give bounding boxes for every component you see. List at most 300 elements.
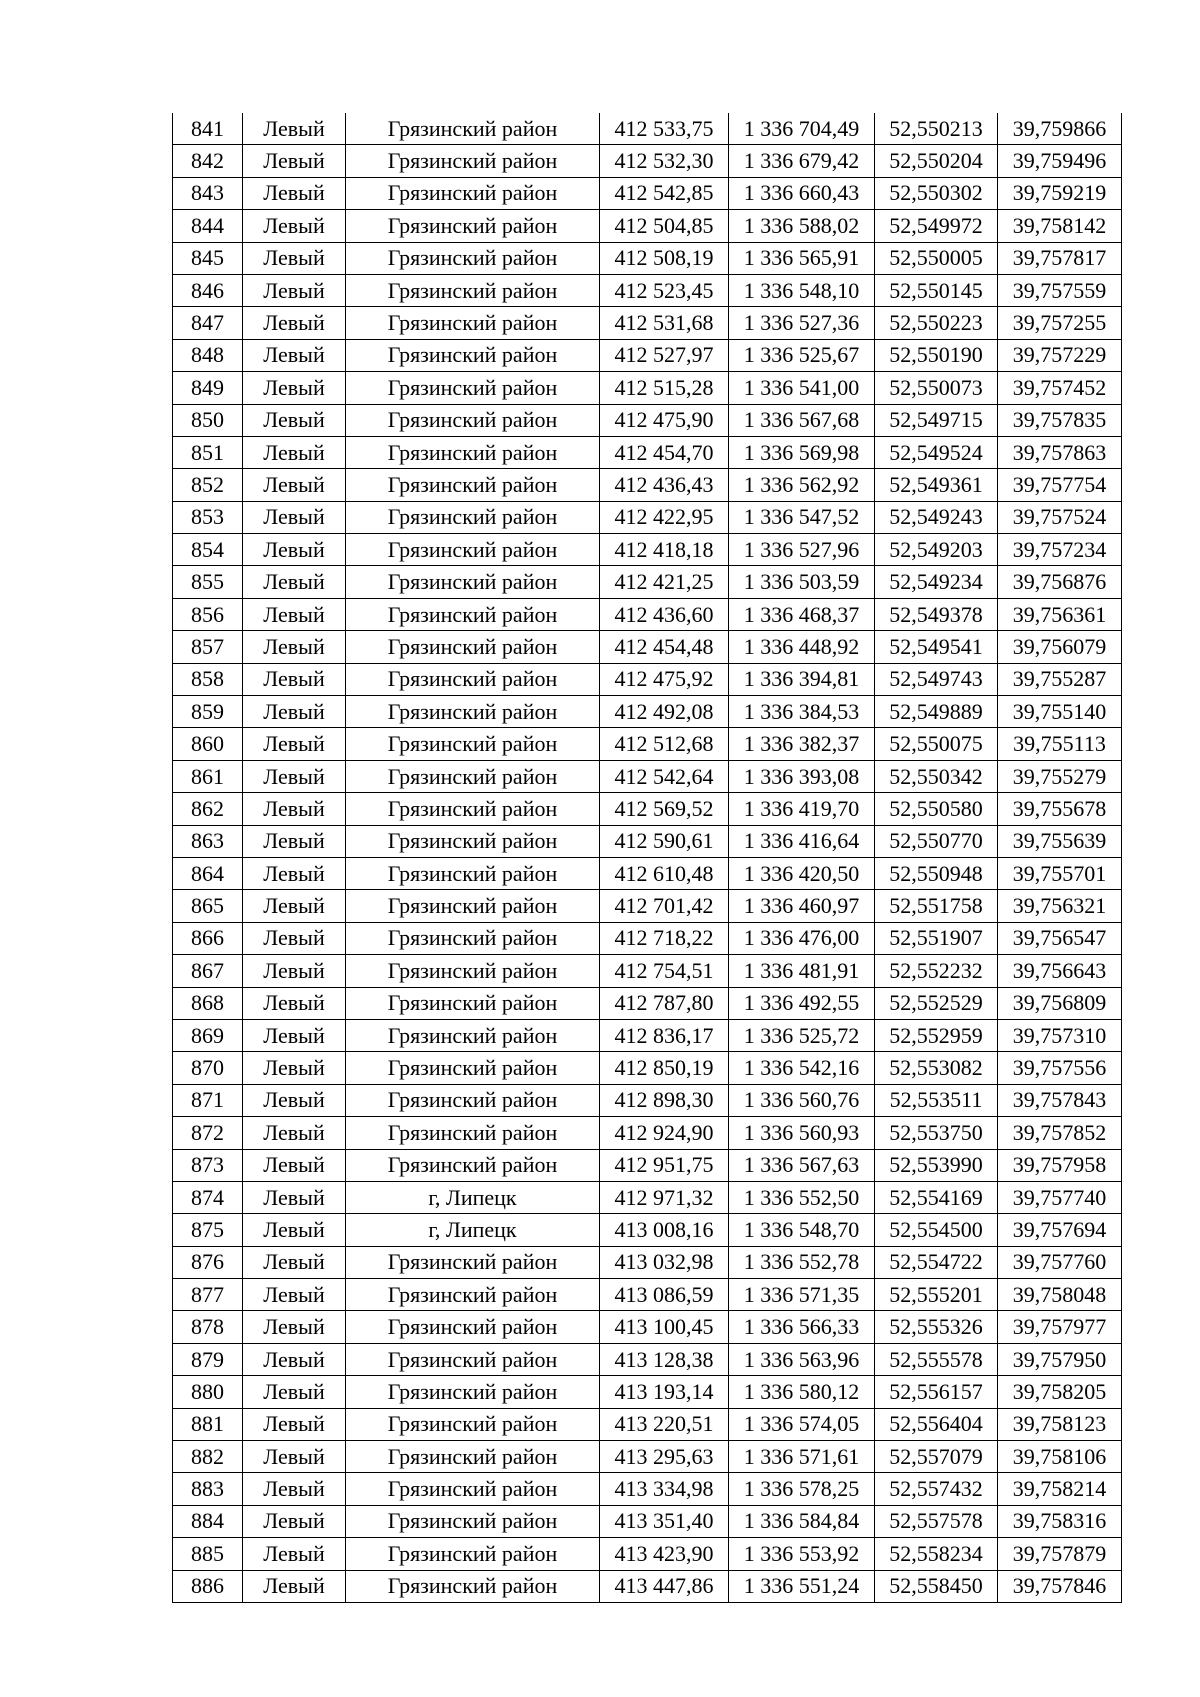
district-cell: Грязинский район bbox=[346, 890, 600, 922]
x-coordinate-cell: 412 418,18 bbox=[600, 534, 729, 566]
longitude-cell: 39,757846 bbox=[998, 1570, 1122, 1602]
bank-side-cell: Левый bbox=[243, 501, 346, 533]
bank-side-cell: Левый bbox=[243, 922, 346, 954]
longitude-cell: 39,756079 bbox=[998, 631, 1122, 663]
bank-side-cell: Левый bbox=[243, 598, 346, 630]
bank-side-cell: Левый bbox=[243, 987, 346, 1019]
bank-side-cell: Левый bbox=[243, 1279, 346, 1311]
district-cell: Грязинский район bbox=[346, 307, 600, 339]
longitude-cell: 39,759866 bbox=[998, 113, 1122, 145]
table-row bbox=[173, 469, 1122, 501]
y-coordinate-cell: 1 336 584,84 bbox=[729, 1505, 875, 1537]
table-row bbox=[173, 274, 1122, 306]
latitude-cell: 52,556404 bbox=[875, 1408, 998, 1440]
latitude-cell: 52,551907 bbox=[875, 922, 998, 954]
district-cell: Грязинский район bbox=[346, 1376, 600, 1408]
y-coordinate-cell: 1 336 580,12 bbox=[729, 1376, 875, 1408]
bank-side-cell: Левый bbox=[243, 404, 346, 436]
longitude-cell: 39,756876 bbox=[998, 566, 1122, 598]
x-coordinate-cell: 412 531,68 bbox=[600, 307, 729, 339]
latitude-cell: 52,550770 bbox=[875, 825, 998, 857]
x-coordinate-cell: 413 008,16 bbox=[600, 1214, 729, 1246]
point-number-cell: 871 bbox=[173, 1084, 243, 1116]
latitude-cell: 52,550073 bbox=[875, 372, 998, 404]
x-coordinate-cell: 413 351,40 bbox=[600, 1505, 729, 1537]
y-coordinate-cell: 1 336 481,91 bbox=[729, 955, 875, 987]
y-coordinate-cell: 1 336 382,37 bbox=[729, 728, 875, 760]
longitude-cell: 39,756809 bbox=[998, 987, 1122, 1019]
latitude-cell: 52,549524 bbox=[875, 436, 998, 468]
longitude-cell: 39,756643 bbox=[998, 955, 1122, 987]
table-row bbox=[173, 890, 1122, 922]
point-number-cell: 869 bbox=[173, 1019, 243, 1051]
point-number-cell: 877 bbox=[173, 1279, 243, 1311]
latitude-cell: 52,549715 bbox=[875, 404, 998, 436]
latitude-cell: 52,550190 bbox=[875, 339, 998, 371]
bank-side-cell: Левый bbox=[243, 1538, 346, 1570]
point-number-cell: 854 bbox=[173, 534, 243, 566]
table-row bbox=[173, 1279, 1122, 1311]
x-coordinate-cell: 412 754,51 bbox=[600, 955, 729, 987]
y-coordinate-cell: 1 336 563,96 bbox=[729, 1343, 875, 1375]
point-number-cell: 850 bbox=[173, 404, 243, 436]
point-number-cell: 881 bbox=[173, 1408, 243, 1440]
latitude-cell: 52,549541 bbox=[875, 631, 998, 663]
latitude-cell: 52,550302 bbox=[875, 177, 998, 209]
longitude-cell: 39,757852 bbox=[998, 1117, 1122, 1149]
longitude-cell: 39,757452 bbox=[998, 372, 1122, 404]
x-coordinate-cell: 412 523,45 bbox=[600, 274, 729, 306]
latitude-cell: 52,549203 bbox=[875, 534, 998, 566]
bank-side-cell: Левый bbox=[243, 1473, 346, 1505]
point-number-cell: 884 bbox=[173, 1505, 243, 1537]
bank-side-cell: Левый bbox=[243, 1246, 346, 1278]
bank-side-cell: Левый bbox=[243, 760, 346, 792]
table-row bbox=[173, 1376, 1122, 1408]
latitude-cell: 52,550075 bbox=[875, 728, 998, 760]
table-row bbox=[173, 825, 1122, 857]
x-coordinate-cell: 412 924,90 bbox=[600, 1117, 729, 1149]
y-coordinate-cell: 1 336 560,76 bbox=[729, 1084, 875, 1116]
table-row bbox=[173, 566, 1122, 598]
x-coordinate-cell: 413 334,98 bbox=[600, 1473, 729, 1505]
point-number-cell: 842 bbox=[173, 145, 243, 177]
point-number-cell: 870 bbox=[173, 1052, 243, 1084]
y-coordinate-cell: 1 336 551,24 bbox=[729, 1570, 875, 1602]
y-coordinate-cell: 1 336 420,50 bbox=[729, 857, 875, 889]
table-row bbox=[173, 145, 1122, 177]
y-coordinate-cell: 1 336 542,16 bbox=[729, 1052, 875, 1084]
longitude-cell: 39,757740 bbox=[998, 1181, 1122, 1213]
x-coordinate-cell: 412 610,48 bbox=[600, 857, 729, 889]
x-coordinate-cell: 412 532,30 bbox=[600, 145, 729, 177]
longitude-cell: 39,755287 bbox=[998, 663, 1122, 695]
x-coordinate-cell: 412 512,68 bbox=[600, 728, 729, 760]
point-number-cell: 879 bbox=[173, 1343, 243, 1375]
point-number-cell: 868 bbox=[173, 987, 243, 1019]
point-number-cell: 844 bbox=[173, 210, 243, 242]
longitude-cell: 39,757835 bbox=[998, 404, 1122, 436]
point-number-cell: 848 bbox=[173, 339, 243, 371]
bank-side-cell: Левый bbox=[243, 631, 346, 663]
y-coordinate-cell: 1 336 527,36 bbox=[729, 307, 875, 339]
longitude-cell: 39,757255 bbox=[998, 307, 1122, 339]
y-coordinate-cell: 1 336 548,70 bbox=[729, 1214, 875, 1246]
table-row bbox=[173, 793, 1122, 825]
longitude-cell: 39,758048 bbox=[998, 1279, 1122, 1311]
y-coordinate-cell: 1 336 476,00 bbox=[729, 922, 875, 954]
y-coordinate-cell: 1 336 384,53 bbox=[729, 696, 875, 728]
table-row bbox=[173, 1505, 1122, 1537]
x-coordinate-cell: 413 295,63 bbox=[600, 1441, 729, 1473]
point-number-cell: 841 bbox=[173, 113, 243, 145]
district-cell: Грязинский район bbox=[346, 922, 600, 954]
table-row bbox=[173, 210, 1122, 242]
longitude-cell: 39,758123 bbox=[998, 1408, 1122, 1440]
x-coordinate-cell: 412 542,64 bbox=[600, 760, 729, 792]
y-coordinate-cell: 1 336 553,92 bbox=[729, 1538, 875, 1570]
district-cell: Грязинский район bbox=[346, 825, 600, 857]
longitude-cell: 39,755279 bbox=[998, 760, 1122, 792]
latitude-cell: 52,550342 bbox=[875, 760, 998, 792]
bank-side-cell: Левый bbox=[243, 469, 346, 501]
point-number-cell: 860 bbox=[173, 728, 243, 760]
district-cell: Грязинский район bbox=[346, 210, 600, 242]
longitude-cell: 39,756321 bbox=[998, 890, 1122, 922]
table-row bbox=[173, 1246, 1122, 1278]
y-coordinate-cell: 1 336 468,37 bbox=[729, 598, 875, 630]
district-cell: Грязинский район bbox=[346, 372, 600, 404]
y-coordinate-cell: 1 336 574,05 bbox=[729, 1408, 875, 1440]
latitude-cell: 52,553082 bbox=[875, 1052, 998, 1084]
x-coordinate-cell: 412 515,28 bbox=[600, 372, 729, 404]
table-row bbox=[173, 1311, 1122, 1343]
bank-side-cell: Левый bbox=[243, 1311, 346, 1343]
latitude-cell: 52,553511 bbox=[875, 1084, 998, 1116]
y-coordinate-cell: 1 336 569,98 bbox=[729, 436, 875, 468]
x-coordinate-cell: 412 508,19 bbox=[600, 242, 729, 274]
point-number-cell: 886 bbox=[173, 1570, 243, 1602]
table-row bbox=[173, 1117, 1122, 1149]
table-row bbox=[173, 1181, 1122, 1213]
district-cell: Грязинский район bbox=[346, 1408, 600, 1440]
bank-side-cell: Левый bbox=[243, 825, 346, 857]
district-cell: Грязинский район bbox=[346, 1441, 600, 1473]
district-cell: Грязинский район bbox=[346, 793, 600, 825]
point-number-cell: 867 bbox=[173, 955, 243, 987]
x-coordinate-cell: 413 100,45 bbox=[600, 1311, 729, 1343]
y-coordinate-cell: 1 336 560,93 bbox=[729, 1117, 875, 1149]
y-coordinate-cell: 1 336 548,10 bbox=[729, 274, 875, 306]
point-number-cell: 853 bbox=[173, 501, 243, 533]
y-coordinate-cell: 1 336 393,08 bbox=[729, 760, 875, 792]
y-coordinate-cell: 1 336 525,67 bbox=[729, 339, 875, 371]
latitude-cell: 52,557578 bbox=[875, 1505, 998, 1537]
latitude-cell: 52,549234 bbox=[875, 566, 998, 598]
district-cell: Грязинский район bbox=[346, 631, 600, 663]
y-coordinate-cell: 1 336 571,35 bbox=[729, 1279, 875, 1311]
table-row bbox=[173, 436, 1122, 468]
x-coordinate-cell: 412 836,17 bbox=[600, 1019, 729, 1051]
y-coordinate-cell: 1 336 552,50 bbox=[729, 1181, 875, 1213]
latitude-cell: 52,555326 bbox=[875, 1311, 998, 1343]
bank-side-cell: Левый bbox=[243, 566, 346, 598]
x-coordinate-cell: 412 422,95 bbox=[600, 501, 729, 533]
table-row bbox=[173, 113, 1122, 145]
point-number-cell: 857 bbox=[173, 631, 243, 663]
latitude-cell: 52,549743 bbox=[875, 663, 998, 695]
latitude-cell: 52,552529 bbox=[875, 987, 998, 1019]
y-coordinate-cell: 1 336 565,91 bbox=[729, 242, 875, 274]
latitude-cell: 52,550223 bbox=[875, 307, 998, 339]
bank-side-cell: Левый bbox=[243, 1441, 346, 1473]
table-row bbox=[173, 598, 1122, 630]
point-number-cell: 856 bbox=[173, 598, 243, 630]
table-row bbox=[173, 760, 1122, 792]
bank-side-cell: Левый bbox=[243, 696, 346, 728]
district-cell: г, Липецк bbox=[346, 1214, 600, 1246]
table-row bbox=[173, 1149, 1122, 1181]
point-number-cell: 883 bbox=[173, 1473, 243, 1505]
y-coordinate-cell: 1 336 588,02 bbox=[729, 210, 875, 242]
bank-side-cell: Левый bbox=[243, 534, 346, 566]
longitude-cell: 39,757694 bbox=[998, 1214, 1122, 1246]
point-number-cell: 876 bbox=[173, 1246, 243, 1278]
longitude-cell: 39,755678 bbox=[998, 793, 1122, 825]
bank-side-cell: Левый bbox=[243, 177, 346, 209]
latitude-cell: 52,552232 bbox=[875, 955, 998, 987]
x-coordinate-cell: 412 951,75 bbox=[600, 1149, 729, 1181]
coordinates-table-body bbox=[173, 113, 1122, 1602]
longitude-cell: 39,757310 bbox=[998, 1019, 1122, 1051]
latitude-cell: 52,557432 bbox=[875, 1473, 998, 1505]
table-row bbox=[173, 242, 1122, 274]
table-row bbox=[173, 404, 1122, 436]
district-cell: Грязинский район bbox=[346, 242, 600, 274]
district-cell: Грязинский район bbox=[346, 1149, 600, 1181]
latitude-cell: 52,553990 bbox=[875, 1149, 998, 1181]
bank-side-cell: Левый bbox=[243, 728, 346, 760]
bank-side-cell: Левый bbox=[243, 1505, 346, 1537]
point-number-cell: 855 bbox=[173, 566, 243, 598]
table-row bbox=[173, 728, 1122, 760]
district-cell: Грязинский район bbox=[346, 1246, 600, 1278]
y-coordinate-cell: 1 336 448,92 bbox=[729, 631, 875, 663]
bank-side-cell: Левый bbox=[243, 1343, 346, 1375]
district-cell: Грязинский район bbox=[346, 1019, 600, 1051]
x-coordinate-cell: 412 701,42 bbox=[600, 890, 729, 922]
x-coordinate-cell: 412 504,85 bbox=[600, 210, 729, 242]
x-coordinate-cell: 412 898,30 bbox=[600, 1084, 729, 1116]
district-cell: Грязинский район bbox=[346, 955, 600, 987]
longitude-cell: 39,758214 bbox=[998, 1473, 1122, 1505]
longitude-cell: 39,759496 bbox=[998, 145, 1122, 177]
table-row bbox=[173, 1214, 1122, 1246]
district-cell: Грязинский район bbox=[346, 113, 600, 145]
y-coordinate-cell: 1 336 567,68 bbox=[729, 404, 875, 436]
y-coordinate-cell: 1 336 527,96 bbox=[729, 534, 875, 566]
y-coordinate-cell: 1 336 541,00 bbox=[729, 372, 875, 404]
bank-side-cell: Левый bbox=[243, 663, 346, 695]
x-coordinate-cell: 412 436,43 bbox=[600, 469, 729, 501]
district-cell: Грязинский район bbox=[346, 598, 600, 630]
district-cell: Грязинский район bbox=[346, 1052, 600, 1084]
y-coordinate-cell: 1 336 562,92 bbox=[729, 469, 875, 501]
x-coordinate-cell: 412 475,90 bbox=[600, 404, 729, 436]
coordinates-table bbox=[172, 113, 1122, 1603]
point-number-cell: 878 bbox=[173, 1311, 243, 1343]
point-number-cell: 866 bbox=[173, 922, 243, 954]
table-row bbox=[173, 987, 1122, 1019]
point-number-cell: 862 bbox=[173, 793, 243, 825]
bank-side-cell: Левый bbox=[243, 307, 346, 339]
table-row bbox=[173, 1441, 1122, 1473]
bank-side-cell: Левый bbox=[243, 113, 346, 145]
bank-side-cell: Левый bbox=[243, 1570, 346, 1602]
bank-side-cell: Левый bbox=[243, 1408, 346, 1440]
x-coordinate-cell: 413 447,86 bbox=[600, 1570, 729, 1602]
table-row bbox=[173, 1538, 1122, 1570]
latitude-cell: 52,556157 bbox=[875, 1376, 998, 1408]
table-row bbox=[173, 1343, 1122, 1375]
point-number-cell: 863 bbox=[173, 825, 243, 857]
bank-side-cell: Левый bbox=[243, 436, 346, 468]
y-coordinate-cell: 1 336 394,81 bbox=[729, 663, 875, 695]
table-row bbox=[173, 922, 1122, 954]
bank-side-cell: Левый bbox=[243, 857, 346, 889]
point-number-cell: 851 bbox=[173, 436, 243, 468]
longitude-cell: 39,757760 bbox=[998, 1246, 1122, 1278]
point-number-cell: 885 bbox=[173, 1538, 243, 1570]
district-cell: Грязинский район bbox=[346, 177, 600, 209]
x-coordinate-cell: 412 421,25 bbox=[600, 566, 729, 598]
longitude-cell: 39,757754 bbox=[998, 469, 1122, 501]
latitude-cell: 52,550213 bbox=[875, 113, 998, 145]
latitude-cell: 52,552959 bbox=[875, 1019, 998, 1051]
point-number-cell: 858 bbox=[173, 663, 243, 695]
latitude-cell: 52,551758 bbox=[875, 890, 998, 922]
latitude-cell: 52,555201 bbox=[875, 1279, 998, 1311]
x-coordinate-cell: 412 850,19 bbox=[600, 1052, 729, 1084]
table-row bbox=[173, 631, 1122, 663]
x-coordinate-cell: 413 220,51 bbox=[600, 1408, 729, 1440]
y-coordinate-cell: 1 336 416,64 bbox=[729, 825, 875, 857]
longitude-cell: 39,757524 bbox=[998, 501, 1122, 533]
table-row bbox=[173, 663, 1122, 695]
y-coordinate-cell: 1 336 503,59 bbox=[729, 566, 875, 598]
district-cell: Грязинский район bbox=[346, 1505, 600, 1537]
x-coordinate-cell: 412 454,48 bbox=[600, 631, 729, 663]
latitude-cell: 52,558450 bbox=[875, 1570, 998, 1602]
longitude-cell: 39,757958 bbox=[998, 1149, 1122, 1181]
latitude-cell: 52,554500 bbox=[875, 1214, 998, 1246]
district-cell: Грязинский район bbox=[346, 696, 600, 728]
bank-side-cell: Левый bbox=[243, 242, 346, 274]
longitude-cell: 39,758142 bbox=[998, 210, 1122, 242]
longitude-cell: 39,758106 bbox=[998, 1441, 1122, 1473]
longitude-cell: 39,757843 bbox=[998, 1084, 1122, 1116]
longitude-cell: 39,755639 bbox=[998, 825, 1122, 857]
point-number-cell: 874 bbox=[173, 1181, 243, 1213]
longitude-cell: 39,757879 bbox=[998, 1538, 1122, 1570]
x-coordinate-cell: 413 193,14 bbox=[600, 1376, 729, 1408]
table-row bbox=[173, 339, 1122, 371]
point-number-cell: 882 bbox=[173, 1441, 243, 1473]
table-row bbox=[173, 1570, 1122, 1602]
district-cell: Грязинский район bbox=[346, 1538, 600, 1570]
longitude-cell: 39,756361 bbox=[998, 598, 1122, 630]
latitude-cell: 52,550204 bbox=[875, 145, 998, 177]
longitude-cell: 39,755113 bbox=[998, 728, 1122, 760]
longitude-cell: 39,757556 bbox=[998, 1052, 1122, 1084]
longitude-cell: 39,757863 bbox=[998, 436, 1122, 468]
longitude-cell: 39,757234 bbox=[998, 534, 1122, 566]
longitude-cell: 39,757977 bbox=[998, 1311, 1122, 1343]
longitude-cell: 39,758205 bbox=[998, 1376, 1122, 1408]
point-number-cell: 880 bbox=[173, 1376, 243, 1408]
point-number-cell: 859 bbox=[173, 696, 243, 728]
district-cell: Грязинский район bbox=[346, 534, 600, 566]
longitude-cell: 39,759219 bbox=[998, 177, 1122, 209]
x-coordinate-cell: 412 787,80 bbox=[600, 987, 729, 1019]
x-coordinate-cell: 412 527,97 bbox=[600, 339, 729, 371]
x-coordinate-cell: 412 542,85 bbox=[600, 177, 729, 209]
x-coordinate-cell: 412 475,92 bbox=[600, 663, 729, 695]
district-cell: Грязинский район bbox=[346, 728, 600, 760]
y-coordinate-cell: 1 336 419,70 bbox=[729, 793, 875, 825]
bank-side-cell: Левый bbox=[243, 890, 346, 922]
point-number-cell: 852 bbox=[173, 469, 243, 501]
longitude-cell: 39,757229 bbox=[998, 339, 1122, 371]
district-cell: Грязинский район bbox=[346, 760, 600, 792]
table-row bbox=[173, 372, 1122, 404]
district-cell: Грязинский район bbox=[346, 663, 600, 695]
bank-side-cell: Левый bbox=[243, 1117, 346, 1149]
point-number-cell: 875 bbox=[173, 1214, 243, 1246]
x-coordinate-cell: 413 423,90 bbox=[600, 1538, 729, 1570]
bank-side-cell: Левый bbox=[243, 1376, 346, 1408]
x-coordinate-cell: 413 086,59 bbox=[600, 1279, 729, 1311]
y-coordinate-cell: 1 336 567,63 bbox=[729, 1149, 875, 1181]
bank-side-cell: Левый bbox=[243, 1214, 346, 1246]
latitude-cell: 52,549889 bbox=[875, 696, 998, 728]
district-cell: Грязинский район bbox=[346, 501, 600, 533]
bank-side-cell: Левый bbox=[243, 1052, 346, 1084]
district-cell: Грязинский район bbox=[346, 436, 600, 468]
y-coordinate-cell: 1 336 525,72 bbox=[729, 1019, 875, 1051]
district-cell: Грязинский район bbox=[346, 1117, 600, 1149]
district-cell: Грязинский район bbox=[346, 274, 600, 306]
latitude-cell: 52,549378 bbox=[875, 598, 998, 630]
longitude-cell: 39,757559 bbox=[998, 274, 1122, 306]
longitude-cell: 39,755701 bbox=[998, 857, 1122, 889]
x-coordinate-cell: 413 128,38 bbox=[600, 1343, 729, 1375]
table-row bbox=[173, 1473, 1122, 1505]
latitude-cell: 52,549361 bbox=[875, 469, 998, 501]
latitude-cell: 52,558234 bbox=[875, 1538, 998, 1570]
point-number-cell: 845 bbox=[173, 242, 243, 274]
district-cell: Грязинский район bbox=[346, 145, 600, 177]
x-coordinate-cell: 412 533,75 bbox=[600, 113, 729, 145]
table-row bbox=[173, 955, 1122, 987]
y-coordinate-cell: 1 336 578,25 bbox=[729, 1473, 875, 1505]
x-coordinate-cell: 412 971,32 bbox=[600, 1181, 729, 1213]
district-cell: Грязинский район bbox=[346, 1084, 600, 1116]
table-row bbox=[173, 177, 1122, 209]
point-number-cell: 864 bbox=[173, 857, 243, 889]
district-cell: Грязинский район bbox=[346, 339, 600, 371]
point-number-cell: 849 bbox=[173, 372, 243, 404]
